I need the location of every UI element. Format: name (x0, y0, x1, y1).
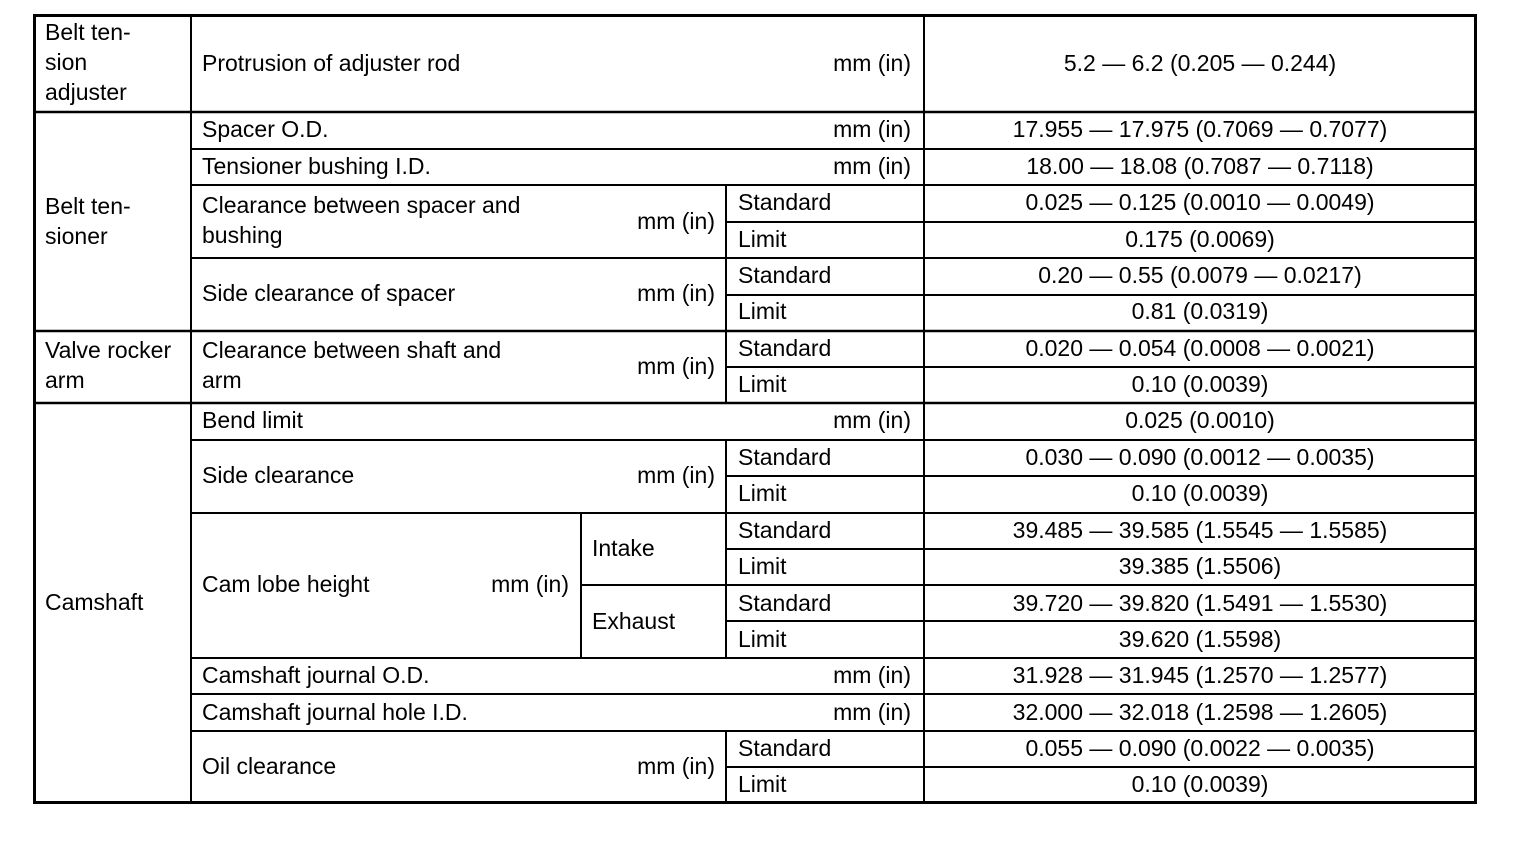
value-cell: 39.720 — 39.820 (1.5491 — 1.5530) (1012, 590, 1388, 616)
value-cell: 18.00 — 18.08 (0.7087 — 0.7118) (1026, 153, 1374, 179)
group-label-camshaft: Camshaft (45, 589, 144, 615)
item-label: Side clearance of spacer (202, 280, 456, 306)
value-cell: 0.10 (0.0039) (1131, 371, 1269, 397)
value-cell: 0.020 — 0.054 (0.0008 — 0.0021) (1025, 335, 1375, 361)
value-cell: 0.10 (0.0039) (1131, 480, 1269, 506)
unit-label: mm (in) (833, 50, 911, 76)
unit-label: mm (in) (637, 208, 715, 234)
standard-label: Standard (738, 189, 832, 215)
item-label: Side clearance (202, 462, 355, 488)
value-cell: 0.175 (0.0069) (1125, 226, 1275, 252)
unit-label: mm (in) (833, 153, 911, 179)
specification-table (33, 14, 1477, 804)
value-cell: 0.025 (0.0010) (1125, 407, 1275, 433)
limit-label: Limit (738, 626, 787, 652)
item-label: Clearance between shaft and arm (202, 337, 502, 393)
value-cell: 32.000 — 32.018 (1.2598 — 1.2605) (1012, 699, 1388, 725)
unit-label: mm (in) (491, 571, 569, 597)
unit-label: mm (in) (637, 280, 715, 306)
limit-label: Limit (738, 771, 787, 797)
intake-label: Intake (592, 535, 655, 561)
limit-label: Limit (738, 371, 787, 397)
standard-label: Standard (738, 517, 832, 543)
item-label: Camshaft journal hole I.D. (202, 699, 468, 725)
standard-label: Standard (738, 262, 832, 288)
group-label-belt-tension-adjuster: Belt ten- sion adjuster (45, 19, 131, 105)
standard-label: Standard (738, 590, 832, 616)
group-label-belt-tensioner: Belt ten- sioner (45, 193, 131, 249)
limit-label: Limit (738, 298, 787, 324)
item-label: Oil clearance (202, 753, 337, 779)
value-cell: 0.81 (0.0319) (1131, 298, 1269, 324)
item-label: Clearance between spacer and bushing (202, 192, 521, 248)
value-cell: 31.928 — 31.945 (1.2570 — 1.2577) (1012, 662, 1388, 688)
standard-label: Standard (738, 335, 832, 361)
item-label: Cam lobe height (202, 571, 370, 597)
value-cell: 0.20 — 0.55 (0.0079 — 0.0217) (1038, 262, 1362, 288)
unit-label: mm (in) (637, 753, 715, 779)
value-cell: 39.385 (1.5506) (1118, 553, 1282, 579)
unit-label: mm (in) (833, 116, 911, 142)
unit-label: mm (in) (833, 662, 911, 688)
limit-label: Limit (738, 553, 787, 579)
value-cell: 0.10 (0.0039) (1131, 771, 1269, 797)
value-cell: 5.2 — 6.2 (0.205 — 0.244) (1063, 50, 1337, 76)
unit-label: mm (in) (833, 699, 911, 725)
standard-label: Standard (738, 444, 832, 470)
value-cell: 0.025 — 0.125 (0.0010 — 0.0049) (1025, 189, 1375, 215)
value-cell: 17.955 — 17.975 (0.7069 — 0.7077) (1012, 116, 1388, 142)
value-cell: 0.055 — 0.090 (0.0022 — 0.0035) (1025, 735, 1375, 761)
unit-label: mm (in) (637, 462, 715, 488)
value-cell: 39.620 (1.5598) (1118, 626, 1282, 652)
limit-label: Limit (738, 226, 787, 252)
standard-label: Standard (738, 735, 832, 761)
item-label: Tensioner bushing I.D. (202, 153, 431, 179)
unit-label: mm (in) (637, 353, 715, 379)
value-cell: 0.030 — 0.090 (0.0012 — 0.0035) (1025, 444, 1375, 470)
item-label: Camshaft journal O.D. (202, 662, 430, 688)
unit-label: mm (in) (833, 407, 911, 433)
item-label: Bend limit (202, 407, 303, 433)
group-label-valve-rocker-arm: Valve rocker arm (45, 337, 172, 393)
item-label: Spacer O.D. (202, 116, 329, 142)
value-cell: 39.485 — 39.585 (1.5545 — 1.5585) (1012, 517, 1388, 543)
exhaust-label: Exhaust (592, 608, 676, 634)
limit-label: Limit (738, 480, 787, 506)
item-label: Protrusion of adjuster rod (202, 50, 461, 76)
